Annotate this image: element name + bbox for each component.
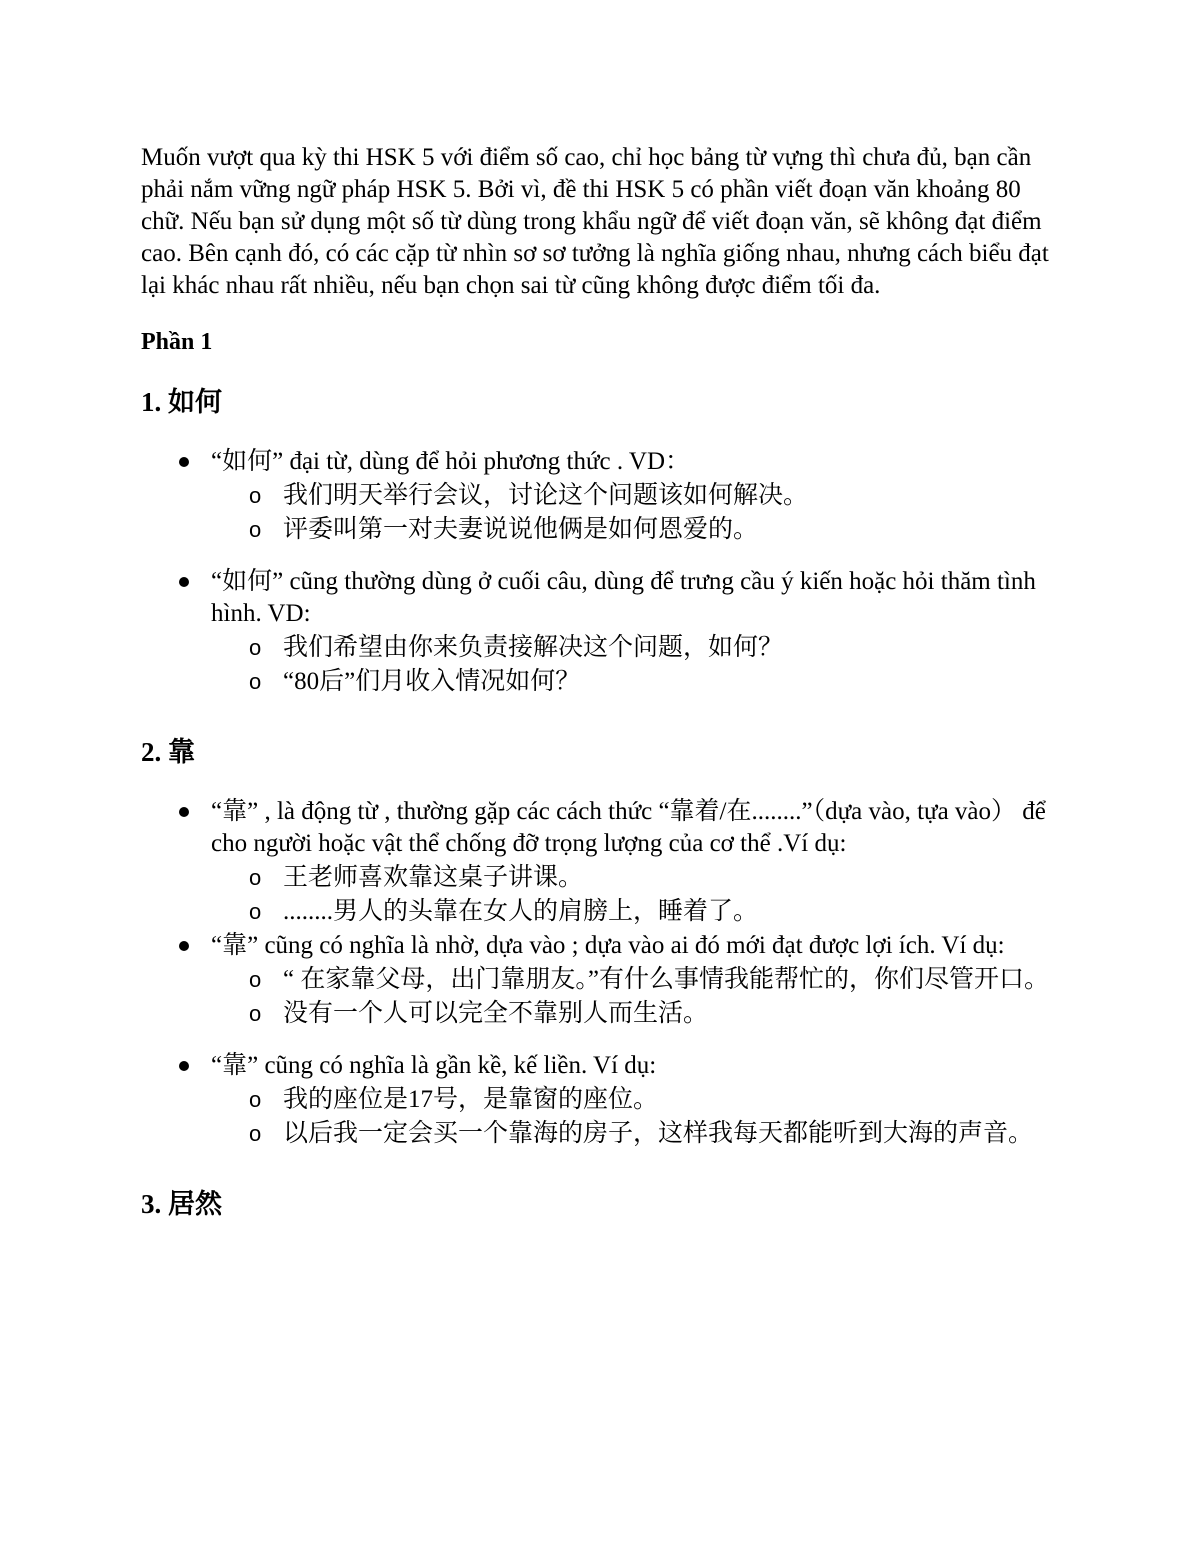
intro-paragraph: Muốn vượt qua kỳ thi HSK 5 với điểm số cao, chỉ học bảng từ vựng thì chưa đủ, bạn cần phải nắm vững ngữ pháp HSK 5. Bởi vì, đề thi HSK 5 có phần viết đoạn văn khoảng 80 chữ. Nếu bạn sử dụng một số từ dùng trong khẩu ngữ để viết đoạn văn, sẽ không đạt điểm cao. Bên cạnh đó, có các cặp từ nhìn sơ sơ tưởng là nghĩa giống nhau, nhưng cách biểu đạt lại khác nhau rất nhiều, nếu bạn chọn sai từ cũng không được điểm tối đa. <box>141 144 1049 299</box>
example-text: 王老师喜欢靠这桌子讲课。 <box>283 864 584 891</box>
bullet-text: “靠” , là động từ , thường gặp các cách thức “靠着/在........”（dựa vào, tựa vào） để cho người hoặc vật thể chống đỡ trọng lượng của cơ thể .Ví dụ: <box>211 798 1046 857</box>
example-item <box>141 896 1061 928</box>
example-text: 评委叫第一对夫妻说说他俩是如何恩爱的。 <box>283 516 759 543</box>
bullet-dot <box>179 807 189 817</box>
bullet-item <box>141 1050 1061 1150</box>
bullet-text: “如何” đại từ, dùng để hỏi phương thức . VD： <box>211 448 691 475</box>
bullet-item <box>141 446 1061 546</box>
example-marker: o <box>249 899 262 924</box>
section-heading-3: 3. 居然 <box>141 1189 222 1219</box>
example-item <box>141 998 1061 1030</box>
example-list <box>211 1084 1061 1150</box>
spacer <box>141 548 1061 566</box>
example-text: 没有一个人可以完全不靠别人而生活。 <box>283 1000 709 1027</box>
example-list <box>211 862 1061 928</box>
bullet-dot <box>179 1061 189 1071</box>
example-marker: o <box>249 1001 262 1026</box>
bullet-dot <box>179 457 189 467</box>
section-heading-1: 1. 如何 <box>141 387 222 417</box>
bullet-dot <box>179 941 189 951</box>
bullet-text: “如何” cũng thường dùng ở cuối câu, dùng để trưng cầu ý kiến hoặc hỏi thăm tình hình. VD: <box>211 568 1036 627</box>
example-marker: o <box>249 483 262 508</box>
bullet-dot <box>179 577 189 587</box>
example-marker: o <box>249 635 262 660</box>
example-item <box>141 514 1061 546</box>
example-text: “ 在家靠父母，出门靠朋友。”有什么事情我能帮忙的，你们尽管开口。 <box>283 966 1049 993</box>
section-heading-2: 2. 靠 <box>141 737 195 767</box>
document-page <box>141 142 1061 1248</box>
spacer <box>141 1032 1061 1050</box>
example-item <box>141 480 1061 512</box>
example-text: ........男人的头靠在女人的肩膀上，睡着了。 <box>283 898 759 925</box>
example-text: 我们明天举行会议，讨论这个问题该如何解决。 <box>283 482 809 509</box>
bullet-item <box>141 930 1061 1030</box>
example-marker: o <box>249 1121 262 1146</box>
section-2-bullets <box>141 796 1061 1150</box>
bullet-item <box>141 566 1061 698</box>
example-item <box>141 666 1061 698</box>
spacer <box>141 700 1061 736</box>
example-item <box>141 1118 1061 1150</box>
part-heading: Phần 1 <box>141 329 213 355</box>
example-list <box>211 964 1061 1030</box>
example-marker: o <box>249 517 262 542</box>
example-list <box>211 632 1061 698</box>
bullet-text: “靠” cũng có nghĩa là gần kề, kế liền. Ví dụ: <box>211 1052 657 1079</box>
bullet-item <box>141 796 1061 928</box>
example-marker: o <box>249 1087 262 1112</box>
example-text: “80后”们月收入情况如何？ <box>283 668 581 695</box>
spacer <box>141 1152 1061 1188</box>
example-marker: o <box>249 967 262 992</box>
example-list <box>211 480 1061 546</box>
example-item <box>141 632 1061 664</box>
example-text: 以后我一定会买一个靠海的房子，这样我每天都能听到大海的声音。 <box>283 1120 1034 1147</box>
section-1-bullets <box>141 446 1061 698</box>
example-item <box>141 1084 1061 1116</box>
example-item <box>141 964 1061 996</box>
example-marker: o <box>249 865 262 890</box>
example-text: 我的座位是17号，是靠窗的座位。 <box>283 1086 659 1113</box>
example-text: 我们希望由你来负责接解决这个问题，如何？ <box>283 634 784 661</box>
example-marker: o <box>249 669 262 694</box>
bullet-text: “靠” cũng có nghĩa là nhờ, dựa vào ; dựa vào ai đó mới đạt được lợi ích. Ví dụ: <box>211 932 1005 959</box>
example-item <box>141 862 1061 894</box>
